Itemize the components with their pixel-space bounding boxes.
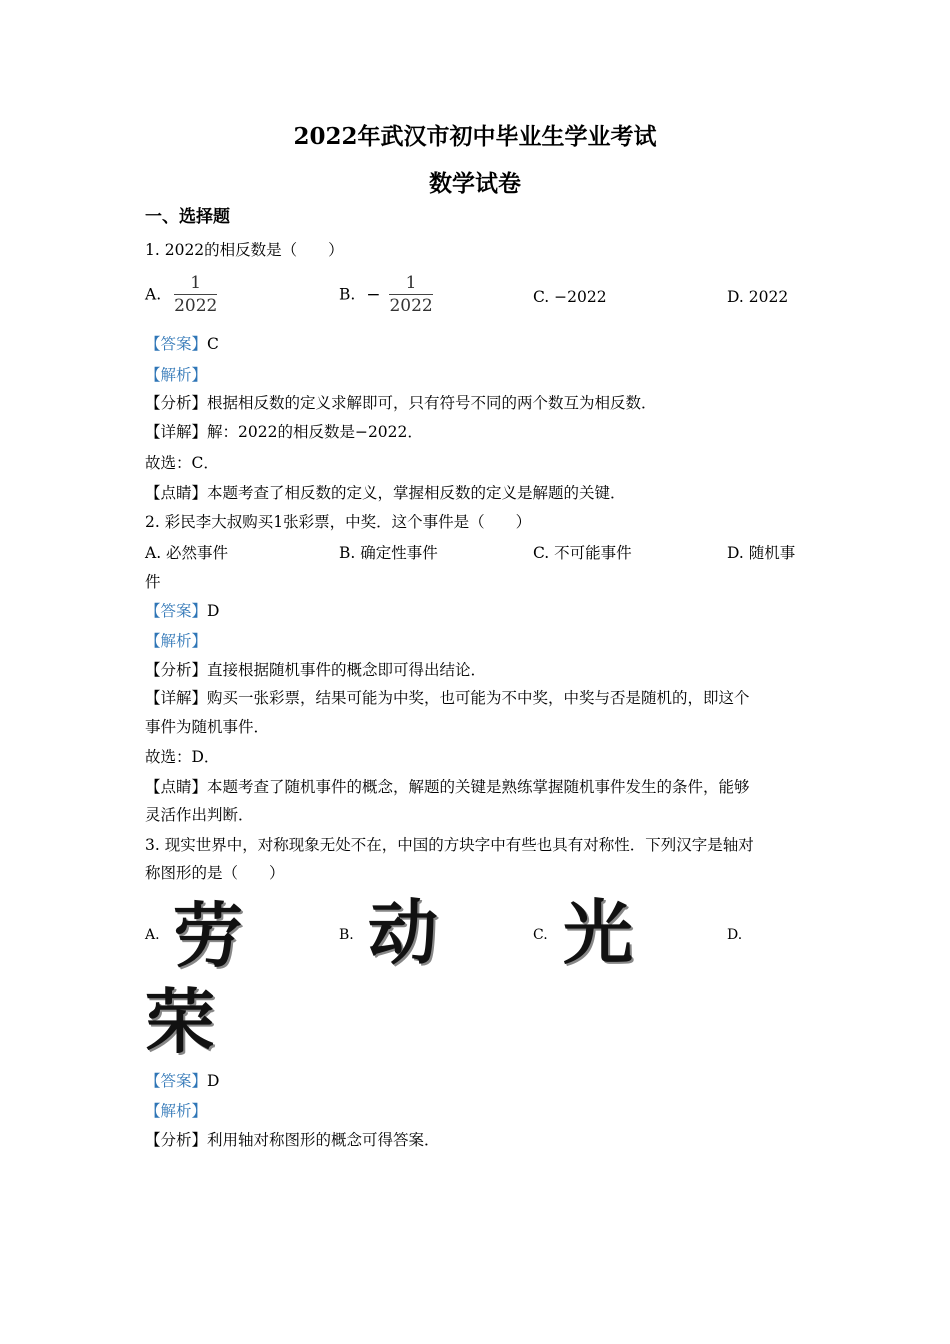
q1-option-b-fraction: [389, 272, 432, 317]
q1-a-denominator: 2022: [174, 296, 218, 316]
answer-tag: 【答案】: [145, 335, 208, 353]
q2-xiangjie-1: [145, 688, 750, 708]
q2-option-c: C. 不可能事件: [533, 544, 632, 562]
q3-option-a-char: 劳: [173, 895, 243, 977]
answer-value: C: [207, 335, 219, 353]
q2-option-a: A. 必然事件: [145, 544, 229, 562]
q2-dianjing-2: 灵活作出判断．: [145, 806, 254, 824]
q3-option-b-label: B.: [339, 927, 354, 943]
q2-option-d-cont: 件: [145, 573, 161, 591]
q2-fenxi: [145, 660, 486, 680]
fenxi-text: 利用轴对称图形的概念可得答案．: [207, 1131, 440, 1149]
q1-b-denominator: 2022: [389, 296, 433, 316]
q1-option-a-fraction: [174, 272, 217, 317]
q3-option-a-label: A.: [145, 927, 160, 943]
q3-jiexi-tag: 【解析】: [145, 1102, 208, 1120]
dianjing-tag: 【点睛】: [145, 778, 208, 796]
q3-answer: [145, 1071, 219, 1091]
exam-subtitle: 数学试卷: [429, 170, 521, 197]
q2-answer: [145, 601, 219, 621]
q1-option-d: D. 2022: [727, 288, 789, 306]
q2-xiangjie-2: 事件为随机事件．: [145, 718, 270, 736]
section-heading: 一、选择题: [145, 207, 230, 227]
fenxi-text: 根据相反数的定义求解即可，只有符号不同的两个数互为相反数．: [207, 394, 657, 412]
answer-value: D: [207, 1072, 220, 1090]
q1-option-a-label: A.: [145, 285, 162, 304]
q3-stem-2: 称图形的是（ ）: [145, 864, 285, 882]
q1-option-b: [339, 272, 433, 317]
q1-fenxi: [145, 393, 657, 413]
q2-guxuan: 故选：D．: [145, 748, 220, 766]
fenxi-tag: 【分析】: [145, 661, 208, 679]
fenxi-tag: 【分析】: [145, 1131, 208, 1149]
q3-option-d-label: D.: [727, 927, 743, 943]
q2-option-b: B. 确定性事件: [339, 544, 438, 562]
q1-b-numerator: 1: [405, 273, 417, 293]
q2-dianjing-1: [145, 777, 750, 797]
q1-a-numerator: 1: [190, 273, 202, 293]
q3-option-b-char: 动: [368, 892, 438, 974]
q1-stem: 1. 2022的相反数是（ ）: [145, 241, 344, 259]
fenxi-tag: 【分析】: [145, 394, 208, 412]
answer-tag: 【答案】: [145, 602, 208, 620]
q1-guxuan: 故选：C．: [145, 454, 219, 472]
exam-title: 2022年武汉市初中毕业生学业考试: [293, 123, 657, 150]
q2-stem: 2. 彩民李大叔购买1张彩票，中奖．这个事件是（ ）: [145, 513, 532, 531]
q3-option-c-char: 光: [563, 892, 633, 974]
q1-xiangjie: [145, 422, 423, 442]
xiangjie-text: 购买一张彩票，结果可能为中奖，也可能为不中奖，中奖与否是随机的，即这个: [207, 689, 750, 707]
q3-option-c-label: C.: [533, 927, 548, 943]
q3-fenxi: [145, 1130, 440, 1150]
dianjing-text: 本题考查了随机事件的概念，解题的关键是熟练掌握随机事件发生的条件，能够: [207, 778, 750, 796]
dianjing-text: 本题考查了相反数的定义，掌握相反数的定义是解题的关键．: [207, 484, 626, 502]
q1-answer: [145, 334, 219, 354]
q1-option-b-label: B.: [339, 285, 356, 304]
xiangjie-text: 解：2022的相反数是−2022．: [207, 423, 423, 441]
q3-stem-1: 3. 现实世界中，对称现象无处不在，中国的方块字中有些也具有对称性．下列汉字是轴对: [145, 836, 754, 854]
xiangjie-tag: 【详解】: [145, 423, 208, 441]
answer-tag: 【答案】: [145, 1072, 208, 1090]
q1-option-a: [145, 272, 217, 317]
fenxi-text: 直接根据随机事件的概念即可得出结论．: [207, 661, 487, 679]
q1-b-minus: −: [366, 284, 381, 305]
xiangjie-tag: 【详解】: [145, 689, 208, 707]
q1-dianjing: [145, 483, 626, 503]
answer-value: D: [207, 602, 220, 620]
q3-option-d-char: 荣: [145, 981, 215, 1063]
q2-option-d: D. 随机事: [727, 544, 796, 562]
q1-jiexi-tag: 【解析】: [145, 366, 208, 384]
q2-jiexi-tag: 【解析】: [145, 632, 208, 650]
q1-option-c: C. −2022: [533, 288, 607, 306]
dianjing-tag: 【点睛】: [145, 484, 208, 502]
